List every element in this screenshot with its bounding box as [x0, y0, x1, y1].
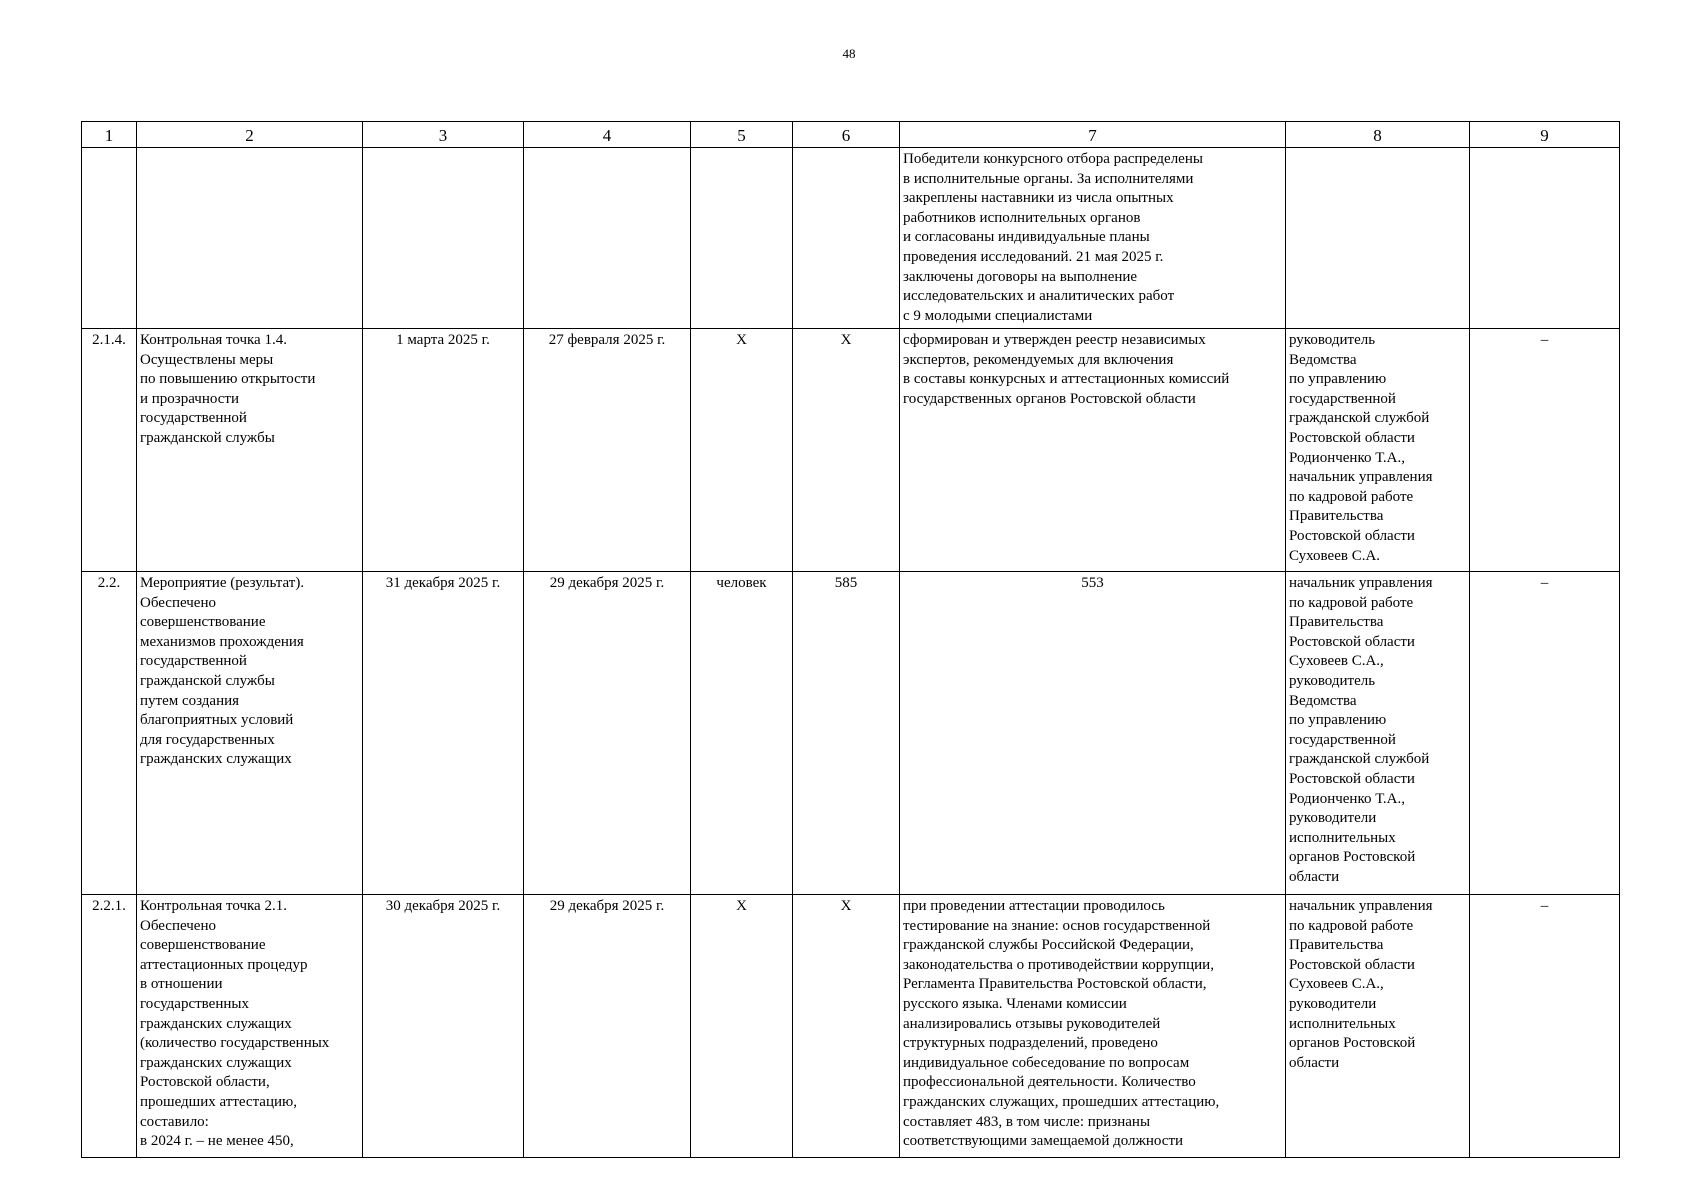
planned-value — [793, 148, 900, 329]
column-header: 9 — [1470, 122, 1620, 148]
column-header: 6 — [793, 122, 900, 148]
result-text: сформирован и утвержден реестр независимых экспертов, рекомендуемых для включения в составы конкурсных и аттестационных комиссий государственных органов Ростовской области — [900, 329, 1286, 572]
planned-date: 30 декабря 2025 г. — [363, 895, 524, 1158]
result-text: 553 — [900, 572, 1286, 895]
result-text: при проведении аттестации проводилось тестирование на знание: основ государственной гражданской службы Российской Федерации, законодательства о противодействии коррупции, Регламента Правительства Ростовской области, русского языка. Членами комиссии анализировались отзывы руководителей структурных подразделений, проведено индивидуальное собеседование по вопросам профессиональной деятельности. Количество гражданских служащих, прошедших аттестацию, составляет 483, в том числе: признаны соответствующими замещаемой должности — [900, 895, 1286, 1158]
note: – — [1470, 572, 1620, 895]
responsible: руководитель Ведомства по управлению государственной гражданской службой Ростовской области Родионченко Т.А., начальник управления по кадровой работе Правительства Ростовской области Суховеев С.А. — [1286, 329, 1470, 572]
actual-date: 27 февраля 2025 г. — [524, 329, 691, 572]
planned-value: X — [793, 329, 900, 572]
table-row — [82, 572, 1620, 895]
column-header-row — [82, 122, 1620, 148]
column-header: 7 — [900, 122, 1286, 148]
planned-value: X — [793, 895, 900, 1158]
item-description: Контрольная точка 2.1. Обеспечено совершенствование аттестационных процедур в отношении государственных гражданских служащих (количество государственных гражданских служащих Ростовской области, прошедших аттестацию, составило: в 2024 г. – не менее 450, — [137, 895, 363, 1158]
column-header: 2 — [137, 122, 363, 148]
row-number: 2.2.1. — [82, 895, 137, 1158]
item-description — [137, 148, 363, 329]
column-header: 3 — [363, 122, 524, 148]
actual-date: 29 декабря 2025 г. — [524, 895, 691, 1158]
note: – — [1470, 895, 1620, 1158]
actual-date — [524, 148, 691, 329]
row-number: 2.2. — [82, 572, 137, 895]
unit: X — [691, 895, 793, 1158]
note — [1470, 148, 1620, 329]
actual-date: 29 декабря 2025 г. — [524, 572, 691, 895]
table-row — [82, 895, 1620, 1158]
table-row — [82, 148, 1620, 329]
row-number: 2.1.4. — [82, 329, 137, 572]
page-number: 48 — [842, 46, 856, 61]
planned-date: 31 декабря 2025 г. — [363, 572, 524, 895]
unit: человек — [691, 572, 793, 895]
unit: X — [691, 329, 793, 572]
item-description: Мероприятие (результат). Обеспечено совершенствование механизмов прохождения государственной гражданской службы путем создания благоприятных условий для государственных гражданских служащих — [137, 572, 363, 895]
item-description: Контрольная точка 1.4. Осуществлены меры по повышению открытости и прозрачности государственной гражданской службы — [137, 329, 363, 572]
responsible: начальник управления по кадровой работе Правительства Ростовской области Суховеев С.А., руководители исполнительных органов Ростовской области — [1286, 895, 1470, 1158]
unit — [691, 148, 793, 329]
column-header: 5 — [691, 122, 793, 148]
column-header: 8 — [1286, 122, 1470, 148]
note: – — [1470, 329, 1620, 572]
responsible: начальник управления по кадровой работе Правительства Ростовской области Суховеев С.А., руководитель Ведомства по управлению государственной гражданской службой Ростовской области Родионченко Т.А., руководители исполнительных органов Ростовской области — [1286, 572, 1470, 895]
column-header: 4 — [524, 122, 691, 148]
planned-date — [363, 148, 524, 329]
report-table — [81, 121, 1620, 1158]
responsible — [1286, 148, 1470, 329]
row-number — [82, 148, 137, 329]
table-row — [82, 329, 1620, 572]
column-header: 1 — [82, 122, 137, 148]
planned-value: 585 — [793, 572, 900, 895]
planned-date: 1 марта 2025 г. — [363, 329, 524, 572]
result-text: Победители конкурсного отбора распределены в исполнительные органы. За исполнителями закреплены наставники из числа опытных работников исполнительных органов и согласованы индивидуальные планы проведения исследований. 21 мая 2025 г. заключены договоры на выполнение исследовательских и аналитических работ с 9 молодыми специалистами — [900, 148, 1286, 329]
